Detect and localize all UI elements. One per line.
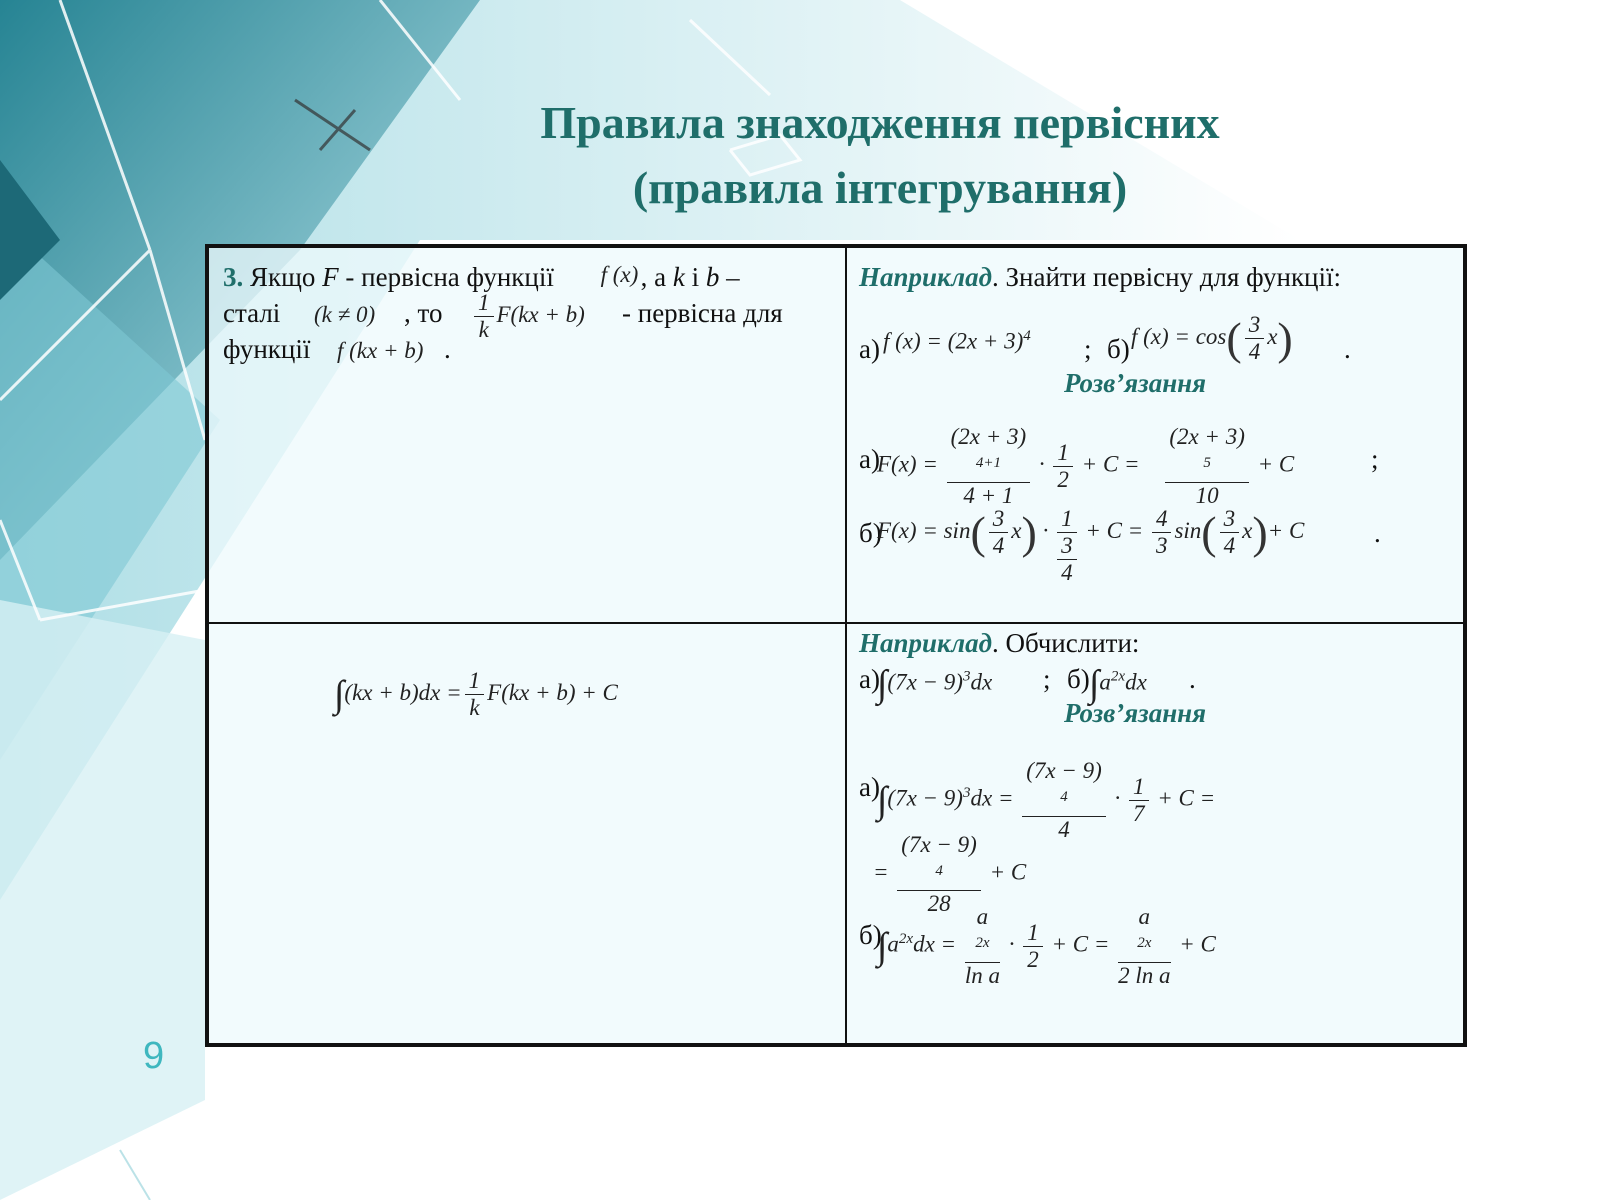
semicolon: ; bbox=[1371, 444, 1379, 474]
example-1-heading bbox=[859, 262, 1341, 293]
inner-den: 4 bbox=[1061, 560, 1073, 585]
table-divider-vertical bbox=[845, 248, 847, 1043]
a: a bbox=[1099, 669, 1111, 695]
mul: · bbox=[1042, 517, 1049, 543]
semicolon: ; bbox=[1084, 334, 1092, 364]
item-a-label: а) bbox=[859, 664, 880, 694]
end: + C bbox=[1257, 451, 1295, 477]
f3-pow: 2x bbox=[1137, 935, 1152, 951]
text-period: . bbox=[444, 334, 451, 364]
text-antiderivative-for: - первісна для bbox=[622, 298, 783, 328]
text-dash: – bbox=[726, 262, 740, 292]
end: + C bbox=[1179, 931, 1216, 957]
solution-b-expression: F(x) = sin( $\frac{3}{4}$ x) · 1 3 4 + C = $\frac{4}{3}$ sin( $\frac{3}{4}$ x)+ C bbox=[877, 506, 1305, 585]
semicolon: ; bbox=[1043, 664, 1051, 694]
text-antiderivative: - первісна функції bbox=[345, 262, 554, 292]
dx: dx = bbox=[913, 931, 957, 957]
lhs: (kx + b)dx = bbox=[344, 679, 462, 705]
example-text: . Обчислити: bbox=[992, 628, 1140, 658]
solution-label: Розв’язання bbox=[1064, 698, 1207, 728]
plus: + C = bbox=[1085, 517, 1144, 543]
text-function: функції bbox=[223, 334, 311, 364]
f1-den: 4 + 1 bbox=[963, 482, 1014, 508]
f1-pow: 2x bbox=[975, 935, 990, 951]
f1-pow: 4+1 bbox=[975, 455, 1001, 471]
rule-line-2 bbox=[223, 298, 280, 329]
lhs: F(x) = sin bbox=[877, 517, 971, 543]
mul: · bbox=[1114, 785, 1121, 811]
solution-a-expression bbox=[877, 424, 1294, 509]
solution-label: Розв’язання bbox=[1064, 368, 1207, 398]
f2-den: 7 bbox=[1133, 800, 1145, 826]
integral-sign: ∫ bbox=[877, 779, 888, 822]
item-b-label: б) bbox=[1067, 664, 1090, 694]
f2-num: 1 bbox=[1023, 920, 1043, 947]
integral-rule-formula bbox=[334, 668, 618, 721]
x: x bbox=[1011, 517, 1022, 543]
math-fx: f (x) bbox=[600, 262, 639, 287]
frac-den: k bbox=[478, 317, 489, 342]
mul: · bbox=[1008, 931, 1015, 957]
example-2-heading bbox=[859, 628, 1139, 659]
rhs: F(kx + b) + C bbox=[487, 679, 618, 705]
outer-num: 1 bbox=[1057, 506, 1077, 533]
r-num: 4 bbox=[1152, 506, 1172, 533]
rules-table bbox=[205, 244, 1467, 1047]
f3-a: a bbox=[1138, 904, 1151, 929]
solution-a-expression bbox=[877, 758, 1215, 843]
expr: f (x) = cos bbox=[1131, 323, 1227, 349]
integral-sign: ∫ bbox=[877, 663, 888, 705]
end: + C bbox=[989, 859, 1027, 885]
math-int-7x9-cubed bbox=[877, 662, 992, 706]
f2-den: 2 bbox=[1027, 946, 1039, 972]
period: . bbox=[1344, 334, 1351, 364]
a: a bbox=[887, 931, 899, 957]
pow: 4 bbox=[935, 863, 943, 879]
solution-b-expression bbox=[877, 904, 1216, 989]
den: 4 bbox=[1248, 339, 1261, 364]
text-then: , то bbox=[404, 298, 443, 328]
text-if: Якщо bbox=[250, 262, 316, 292]
f1-num: (7x − 9) bbox=[1026, 758, 1102, 783]
den: 28 bbox=[927, 890, 951, 916]
eq: = bbox=[873, 859, 889, 885]
text-constants: сталі bbox=[223, 298, 281, 328]
integral-sign: ∫ bbox=[1089, 663, 1100, 705]
math-f-kx-b: f (kx + b) bbox=[337, 338, 424, 363]
plus: + C = bbox=[1157, 785, 1216, 811]
f1-den: ln a bbox=[964, 962, 1000, 988]
solution-a-label: а) bbox=[859, 772, 880, 802]
r-den: 3 bbox=[1155, 533, 1168, 558]
math-F-kx-b: F(kx + b) bbox=[496, 301, 585, 327]
rule-number: 3. bbox=[223, 262, 244, 292]
pow: 3 bbox=[962, 668, 971, 685]
f3-den: 10 bbox=[1195, 482, 1219, 508]
sin: sin bbox=[1174, 517, 1202, 543]
num: 3 bbox=[1245, 312, 1265, 339]
lhs: F(x) = bbox=[877, 451, 938, 477]
math-f-cos: f (x) = cos( $\frac{3}{4}$ x) bbox=[1131, 312, 1293, 364]
text-i: і bbox=[691, 262, 700, 292]
title-line-2: (правила інтегрування) bbox=[632, 162, 1128, 213]
num: (7x − 9) bbox=[901, 832, 977, 857]
end: + C bbox=[1267, 517, 1305, 543]
r-x: x bbox=[1242, 517, 1253, 543]
table-divider-horizontal bbox=[209, 622, 1463, 624]
item-a-label: а) bbox=[859, 334, 880, 364]
expr: f (x) = (2x + 3) bbox=[883, 328, 1024, 354]
math-1-over-k-F bbox=[471, 290, 585, 343]
period: . bbox=[1374, 518, 1381, 548]
plus: + C = bbox=[1081, 451, 1140, 477]
r-in-num: 3 bbox=[1220, 506, 1240, 533]
f2-num: 1 bbox=[1053, 440, 1073, 467]
period: . bbox=[1189, 664, 1196, 694]
solution-b-label: б) bbox=[859, 920, 882, 950]
text-and: , а bbox=[640, 262, 667, 292]
frac-num: 1 bbox=[474, 290, 494, 317]
f1-num: (2x + 3) bbox=[950, 424, 1027, 449]
math-k-neq-0: (k ≠ 0) bbox=[314, 302, 376, 327]
pow: 4 bbox=[1023, 328, 1031, 344]
f3-num: (2x + 3) bbox=[1169, 424, 1245, 449]
pow: 2x bbox=[1110, 668, 1126, 685]
f2-num: 1 bbox=[1129, 774, 1149, 801]
x: x bbox=[1267, 323, 1278, 349]
f3-pow: 5 bbox=[1203, 455, 1211, 471]
f1-pow: 4 bbox=[1060, 789, 1068, 805]
var-k: k bbox=[672, 262, 685, 292]
num: 1 bbox=[465, 668, 485, 695]
mul: · bbox=[1038, 451, 1045, 477]
inner-num: 3 bbox=[1057, 533, 1077, 560]
solution-a-label: а) bbox=[859, 444, 880, 474]
in-num: 3 bbox=[989, 506, 1009, 533]
f2-den: 2 bbox=[1057, 466, 1069, 492]
plus: + C = bbox=[1051, 931, 1110, 957]
r-in-den: 4 bbox=[1223, 533, 1236, 558]
math-f-2x3-pow4 bbox=[883, 328, 1031, 355]
dx: dx bbox=[1125, 669, 1147, 695]
f3-den: 2 ln a bbox=[1118, 962, 1171, 988]
integral-sign: ∫ bbox=[334, 673, 345, 716]
integral-sign: ∫ bbox=[877, 925, 888, 968]
f1-a: a bbox=[976, 904, 989, 929]
den: k bbox=[469, 695, 480, 720]
item-b-label: б) bbox=[1107, 334, 1130, 364]
example-label: Наприклад bbox=[859, 628, 993, 658]
example-label: Наприклад bbox=[859, 262, 993, 292]
lhs-dx: dx = bbox=[970, 785, 1014, 811]
lhs: (7x − 9) bbox=[887, 785, 963, 811]
solution-b-label: б) bbox=[859, 518, 882, 548]
title-line-1: Правила знаходження первісних bbox=[540, 97, 1220, 148]
var-b: b bbox=[705, 262, 720, 292]
f1-den: 4 bbox=[1058, 816, 1070, 842]
slide-number: 9 bbox=[143, 1035, 165, 1077]
rule-line-1 bbox=[223, 262, 740, 293]
pow: 2x bbox=[898, 930, 914, 947]
expr: (7x − 9) bbox=[887, 669, 963, 695]
dx: dx bbox=[970, 669, 993, 695]
example-text: . Знайти первісну для функції: bbox=[992, 262, 1342, 292]
var-F: F bbox=[322, 262, 339, 292]
lhs-pow: 3 bbox=[962, 784, 971, 801]
in-den: 4 bbox=[992, 533, 1005, 558]
